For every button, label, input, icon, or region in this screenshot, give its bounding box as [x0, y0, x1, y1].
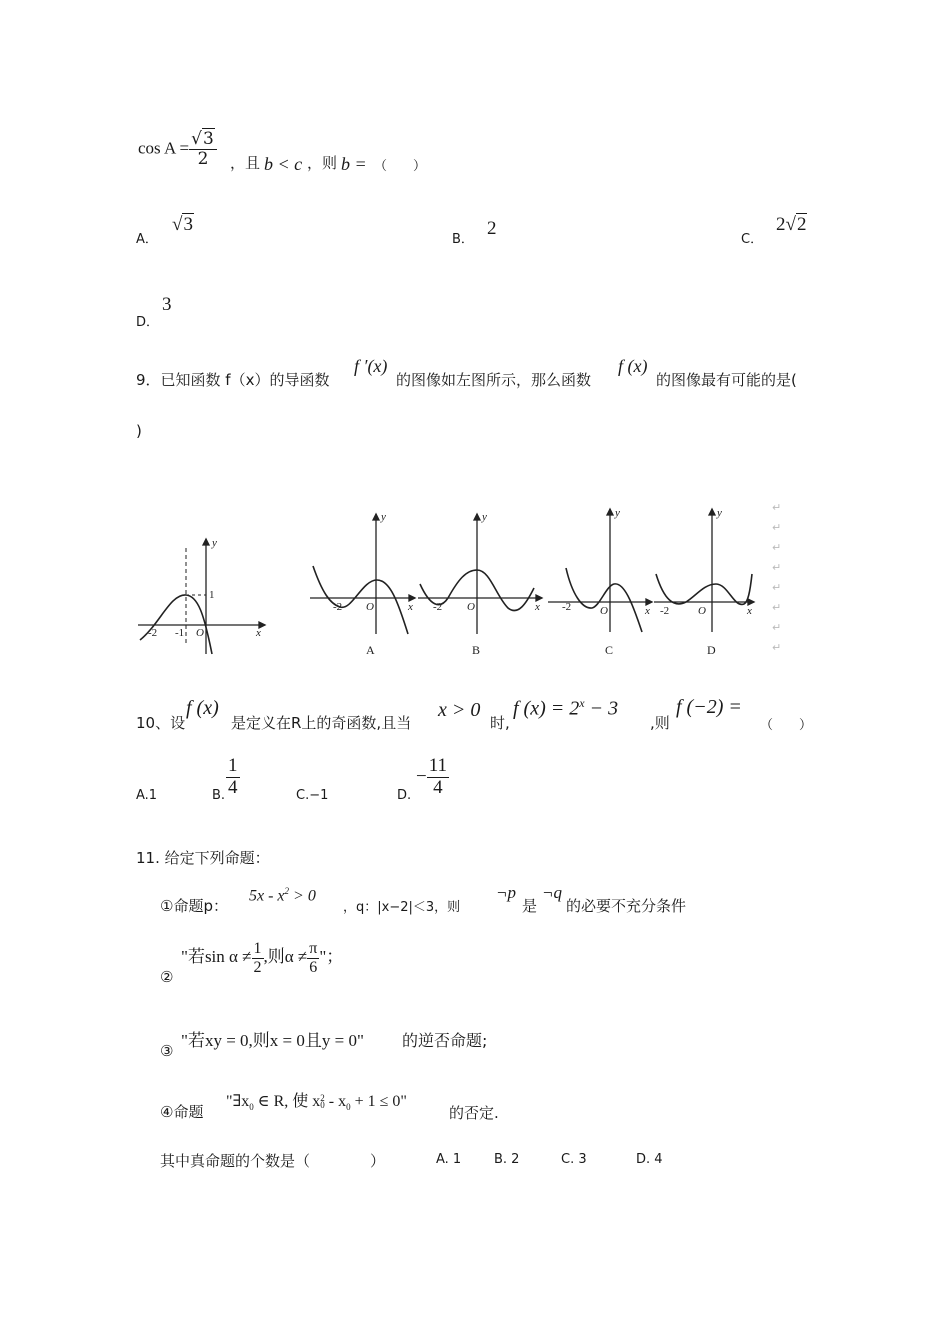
graph-a: [310, 514, 415, 634]
graph-b-caption: B: [472, 643, 481, 657]
q10-fx: f (x): [186, 697, 219, 719]
a-label-o: O: [366, 601, 374, 613]
q10-option-a: A.1: [136, 788, 158, 803]
q11-s4-body: "$\exists x_0$ ∈ R, 使 x 2 0 - $x_0 + 1 \le 0$": [226, 1093, 407, 1113]
q8-option-a-label: A．: [136, 232, 158, 247]
deriv-label-y: y: [212, 537, 217, 549]
q8-cond: b < c: [264, 154, 303, 174]
b-label-o: O: [467, 601, 475, 613]
q11-s1-tail: 的必要不充分条件: [566, 897, 687, 915]
q8-option-b-label: B．: [452, 232, 474, 247]
c-label-y: y: [615, 507, 620, 519]
q8-option-b-value: 2: [487, 218, 497, 239]
q9-graphs: [130, 484, 770, 684]
q8-comma2: ，则: [307, 154, 338, 172]
q8-ask: b =: [341, 154, 367, 174]
paragraph-marks: [772, 498, 781, 658]
q11-s1-nq: ¬q: [542, 883, 562, 902]
deriv-label-x: x: [256, 627, 261, 639]
q10-option-b-frac: $\frac{1}{4}$: [228, 755, 238, 798]
q11-s1-expr: $5x - x^2 > 0$: [249, 886, 316, 905]
paragraph-mark: ↵: [772, 561, 782, 574]
q9-text-3: 的图像最有可能的是(: [656, 371, 797, 389]
q10-option-c: C.−1: [296, 788, 329, 803]
q10-paren: （ ）: [760, 718, 813, 733]
q11-option-c: C. 3: [561, 1152, 587, 1167]
q10-ask: f (−2) =: [676, 696, 742, 718]
c-label-m2: -2: [562, 601, 572, 613]
d-label-x: x: [747, 605, 752, 617]
q8-option-c-label: C．: [741, 232, 764, 247]
q11-option-a: A. 1: [436, 1152, 462, 1167]
paragraph-mark: ↵: [772, 541, 782, 554]
q8-fraction: $\frac{√3}{2}$: [189, 130, 217, 168]
q10-text-3: ,则: [650, 714, 670, 732]
q8-option-c-value: 2√2: [776, 214, 807, 235]
q8-paren: （ ）: [374, 159, 427, 174]
c-label-x: x: [645, 605, 650, 617]
q10-option-b-label: B.: [212, 788, 226, 803]
deriv-label-o: O: [196, 627, 204, 639]
c-label-o: O: [600, 605, 608, 617]
q8-option-d-label: D．: [136, 315, 160, 330]
q11-summary: 其中真命题的个数是（ ）: [160, 1152, 386, 1170]
q10-option-d-label: D.: [397, 788, 412, 803]
q9-text-1: 9．已知函数 f（x）的导函数: [136, 371, 330, 389]
q8-option-a-value: √3: [172, 214, 193, 235]
paragraph-mark: ↵: [772, 581, 782, 594]
q11-s1-q: ，q：|x−2|＜3，则: [343, 900, 461, 915]
q8-cos-lead: cos A =: [138, 138, 190, 158]
graph-d-caption: D: [707, 643, 716, 657]
q11-s1-is: 是: [522, 897, 538, 915]
q9-fprime: f ′(x): [354, 356, 388, 376]
q11-s2-body: "若sin α ≠ $\frac{1}{2}$ ,则α ≠ $\frac{\pi}{6}$ "；: [181, 940, 344, 976]
q11-option-d: D. 4: [636, 1152, 663, 1167]
paragraph-mark: ↵: [772, 521, 782, 534]
paragraph-mark: ↵: [772, 621, 782, 634]
b-label-x: x: [535, 601, 540, 613]
paragraph-mark: ↵: [772, 601, 782, 614]
paragraph-mark: ↵: [772, 641, 782, 654]
graph-a-caption: A: [366, 643, 375, 657]
a-label-x: x: [408, 601, 413, 613]
q10-expr: f $(x) = 2^x - 3$: [513, 696, 619, 720]
q10-option-d-value: − $\frac{11}{4}$: [416, 755, 448, 798]
q8-frac-den: 2: [197, 148, 209, 169]
q9-text-4: ): [136, 422, 142, 440]
q8-frac-num: 3: [203, 129, 214, 149]
q9-f: f (x): [618, 356, 648, 376]
q11-s3-tail: 的逆否命题;: [402, 1031, 488, 1050]
d-label-m2: -2: [660, 605, 670, 617]
a-label-m2: -2: [333, 601, 343, 613]
b-label-m2: -2: [433, 601, 443, 613]
d-label-y: y: [717, 507, 722, 519]
q8-stem: [138, 130, 217, 168]
q11-s1-np: ¬p: [496, 883, 516, 902]
q11-s4-tail: 的否定.: [449, 1104, 499, 1122]
q11-s2-circ: ②: [160, 968, 174, 986]
deriv-label-m2: -2: [148, 627, 158, 639]
q11-title: 11. 给定下列命题：: [136, 849, 270, 867]
q11-s3-circ: ③: [160, 1042, 174, 1060]
paragraph-mark: ↵: [772, 501, 782, 514]
q11-s4-lead: ④命题: [160, 1103, 204, 1121]
q10-text-1: 是定义在R上的奇函数,且当: [231, 714, 412, 732]
d-label-o: O: [698, 605, 706, 617]
graph-c-caption: C: [605, 643, 614, 657]
q8-comma1: ，且: [230, 154, 261, 172]
q11-option-b: B. 2: [494, 1152, 520, 1167]
graph-b: [418, 514, 542, 634]
q10-prefix: 10、设: [136, 714, 186, 732]
q11-s1-lead: ①命题p：: [160, 897, 228, 915]
deriv-label-1: 1: [209, 589, 215, 601]
q9-text-2: 的图像如左图所示，那么函数: [396, 371, 592, 389]
q10-cond: x > 0: [438, 699, 481, 721]
q10-text-2: 时,: [490, 714, 510, 732]
a-label-y: y: [381, 511, 386, 523]
q8-option-d-value: 3: [162, 294, 172, 315]
deriv-label-m1: -1: [175, 627, 185, 639]
b-label-y: y: [482, 511, 487, 523]
q11-s3-body: "若xy = 0,则x = 0且y = 0": [181, 1031, 364, 1050]
